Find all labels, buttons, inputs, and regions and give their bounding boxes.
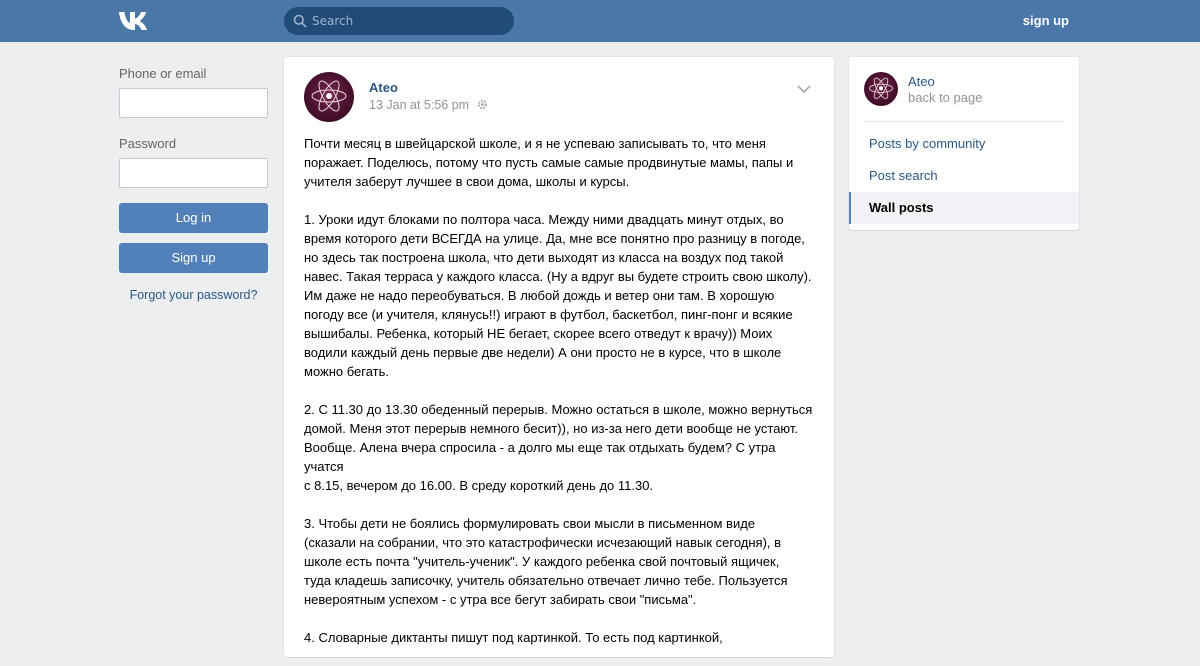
sidebar-card	[849, 57, 1079, 230]
wall-post	[284, 57, 834, 657]
vk-logo-icon[interactable]	[118, 9, 152, 33]
post-paragraph: 3. Чтобы дети не боялись формулировать свои мысли в письменном виде (сказали на собрании, что это катастрофически исчезающий навык сегодня), в школе есть почта "учитель-ученик". У каждого ребенка свой почтовый ящичек, туда кладешь записочку, учитель обязательно отвечает лично тебе. Пользуется невероятным успехом - с утра все бегут забирать свои "письма".	[304, 516, 788, 607]
post-date[interactable]	[369, 98, 488, 112]
search-box[interactable]	[284, 7, 514, 35]
post-paragraph: Почти месяц в швейцарской школе, и я не успеваю записывать то, что меня поражает. Поделюсь, потому что пусть самые самые продвинутые мамы, папы и учителя заберут лучшее в свои дома, школы и курсы.	[304, 136, 794, 189]
chevron-down-icon[interactable]	[796, 84, 812, 94]
phone-email-input[interactable]	[119, 88, 268, 118]
sidebar-community-name[interactable]: Ateo	[908, 74, 935, 89]
search-icon	[293, 14, 307, 28]
post-date-text: 13 Jan at 5:56 pm	[369, 98, 470, 112]
phone-email-label: Phone or email	[119, 66, 207, 81]
login-button[interactable]: Log in	[119, 203, 268, 233]
header-signup-link[interactable]: sign up	[1022, 13, 1069, 28]
signup-button[interactable]: Sign up	[119, 243, 268, 273]
sidebar-item-post-search[interactable]: Post search	[869, 168, 938, 183]
atom-logo-icon	[304, 72, 354, 122]
password-input[interactable]	[119, 158, 268, 188]
author-avatar[interactable]	[304, 72, 354, 122]
post-author-link[interactable]: Ateo	[369, 80, 398, 95]
atom-logo-icon	[864, 72, 898, 106]
post-paragraph: 2. С 11.30 до 13.30 обеденный перерыв. Можно остаться в школе, можно вернуться домой. Меня этот перерыв немного бесит)), но из-за него дети вообще не устают. Вообще. Алена вчера спросила - а долго мы еще так отдыхать будем? С утра учатся с 8.15, вечером до 16.00. В среду короткий день до 11.30.	[304, 402, 813, 493]
sidebar-item-posts-by-community[interactable]: Posts by community	[869, 136, 986, 151]
sidebar-avatar[interactable]	[864, 72, 898, 106]
login-panel	[119, 66, 268, 302]
back-to-page-link[interactable]: back to page	[908, 90, 983, 105]
top-header-bar	[0, 0, 1200, 42]
password-label: Password	[119, 136, 177, 151]
divider	[864, 121, 1064, 122]
post-paragraph: 4. Словарные диктанты пишут под картинкой. То есть под картинкой,	[304, 630, 723, 645]
sidebar-item-wall-posts[interactable]: Wall posts	[849, 192, 1079, 224]
post-paragraph: 1. Уроки идут блоками по полтора часа. Между ними двадцать минут отдых, во время которого дети ВСЕГДА на улице. Да, мне все понятно про разницу в погоде, но здесь так построена школа, что дети выходят из класса на воздух под такой навес. Такая терраса у каждого класса. (Ну а вдруг вы будете строить свою школу). Им даже не надо переобуваться. В любой дождь и ветер они там. В хорошую погоду все (и учителя, клянусь!!) играют в футбол, баскетбол, пинг-понг и всякие вышибалы. Ребенка, который НЕ бегает, скорее всего отведут к врачу)) Моих водили каждый день первые две недели) А они просто не в курсе, что в школе можно бегать.	[304, 212, 812, 379]
forgot-password-link[interactable]: Forgot your password?	[129, 288, 258, 302]
post-text	[304, 134, 816, 666]
settings-gear-icon	[477, 99, 488, 110]
search-input[interactable]	[312, 7, 508, 35]
